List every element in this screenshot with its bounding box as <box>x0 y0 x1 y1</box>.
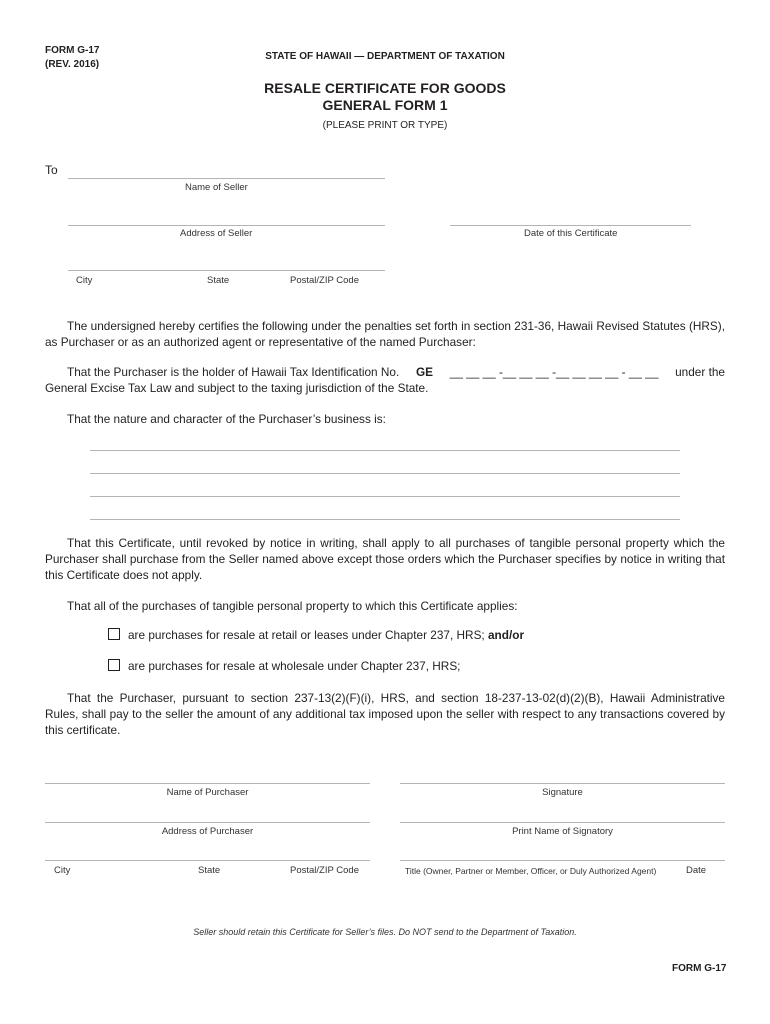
wholesale-checkbox[interactable] <box>108 659 120 671</box>
applies-paragraph: That all of the purchases of tangible personal property to which this Certificate applies: <box>67 599 518 613</box>
form-title: RESALE CERTIFICATE FOR GOODS <box>264 80 506 96</box>
additional-tax-paragraph: That the Purchaser, pursuant to section 237-13(2)(F)(i), HRS, and section 18-237-13-02(d)(2)(B), Hawaii Administrative Rules, shall pay to the seller the amount of any additional tax imposed upon the seller with respect to any transactions covered by this certificate. <box>45 691 725 737</box>
business-nature-line[interactable] <box>90 519 680 520</box>
option-retail-text: are purchases for resale at retail or leases under Chapter 237, HRS; <box>128 628 485 642</box>
business-nature-line[interactable] <box>90 450 680 451</box>
certificate-date-caption: Date of this Certificate <box>524 228 618 239</box>
business-nature-label: That the nature and character of the Purchaser’s business is: <box>67 412 386 426</box>
retail-checkbox[interactable] <box>108 628 120 640</box>
purchaser-city-state-zip-field[interactable] <box>45 860 370 861</box>
title-date-field[interactable] <box>400 860 725 861</box>
footer-form-number: FORM G-17 <box>672 963 727 974</box>
purchaser-name-field[interactable] <box>45 783 370 784</box>
purchaser-zip-caption: Postal/ZIP Code <box>290 865 360 876</box>
print-name-caption: Print Name of Signatory <box>512 826 613 837</box>
signature-field[interactable] <box>400 783 725 784</box>
seller-name-field[interactable] <box>68 178 385 179</box>
signature-caption: Signature <box>542 787 583 798</box>
option-retail-andor: and/or <box>488 628 525 642</box>
form-number: FORM G-17 <box>45 45 100 56</box>
print-name-field[interactable] <box>400 822 725 823</box>
option-wholesale <box>108 658 708 674</box>
seller-address-caption: Address of Seller <box>180 228 253 239</box>
purchaser-date-caption: Date <box>686 865 707 876</box>
seller-address-field[interactable] <box>68 225 385 226</box>
seller-city-caption: City <box>76 275 93 286</box>
certificate-date-field[interactable] <box>450 225 691 226</box>
purchaser-city-caption: City <box>54 865 71 876</box>
purchaser-address-caption: Address of Purchaser <box>161 826 254 837</box>
form-subtitle: GENERAL FORM 1 <box>322 97 448 113</box>
agency-name: STATE OF HAWAII — DEPARTMENT OF TAXATION <box>265 51 505 62</box>
purchaser-state-caption: State <box>198 865 221 876</box>
tax-id-blanks[interactable]: __ __ __ -__ __ __ -__ __ __ __ - __ __ <box>449 365 659 379</box>
to-label: To <box>45 163 58 177</box>
tax-id-lead: That the Purchaser is the holder of Hawaii Tax Identification No. <box>67 365 400 379</box>
seller-name-caption: Name of Seller <box>185 182 248 193</box>
tax-id-line2: General Excise Tax Law and subject to the taxing jurisdiction of the State. <box>45 381 429 395</box>
print-instruction: (PLEASE PRINT OR TYPE) <box>322 120 448 131</box>
tax-id-prefix: GE <box>416 365 434 379</box>
certification-paragraph: The undersigned hereby certifies the following under the penalties set forth in section 231-36, Hawaii Revised Statutes (HRS), as Purchaser or as an authorized agent or representative of the named Purchaser: <box>45 319 725 349</box>
revocation-paragraph: That this Certificate, until revoked by notice in writing, shall apply to all purchases of tangible personal property which the Purchaser shall purchase from the Seller named above except those orders which the Purchaser specifies by notice in writing that this Certificate does not apply. <box>45 536 725 582</box>
form-revision: (REV. 2016) <box>45 59 100 70</box>
title-caption: Title (Owner, Partner or Member, Officer, or Duly Authorized Agent) <box>405 866 657 876</box>
retain-note: Seller should retain this Certificate for Seller’s files. Do NOT send to the Department of Taxation. <box>193 927 577 937</box>
business-nature-line[interactable] <box>90 473 680 474</box>
option-wholesale-text: are purchases for resale at wholesale under Chapter 237, HRS; <box>128 659 461 673</box>
tax-id-paragraph <box>45 364 725 396</box>
seller-zip-caption: Postal/ZIP Code <box>290 275 360 286</box>
seller-state-caption: State <box>207 275 230 286</box>
purchaser-address-field[interactable] <box>45 822 370 823</box>
purchaser-name-caption: Name of Purchaser <box>166 787 249 798</box>
business-nature-line[interactable] <box>90 496 680 497</box>
seller-city-state-zip-field[interactable] <box>68 270 385 271</box>
option-retail <box>108 627 708 643</box>
tax-id-trail: under the <box>675 365 725 379</box>
